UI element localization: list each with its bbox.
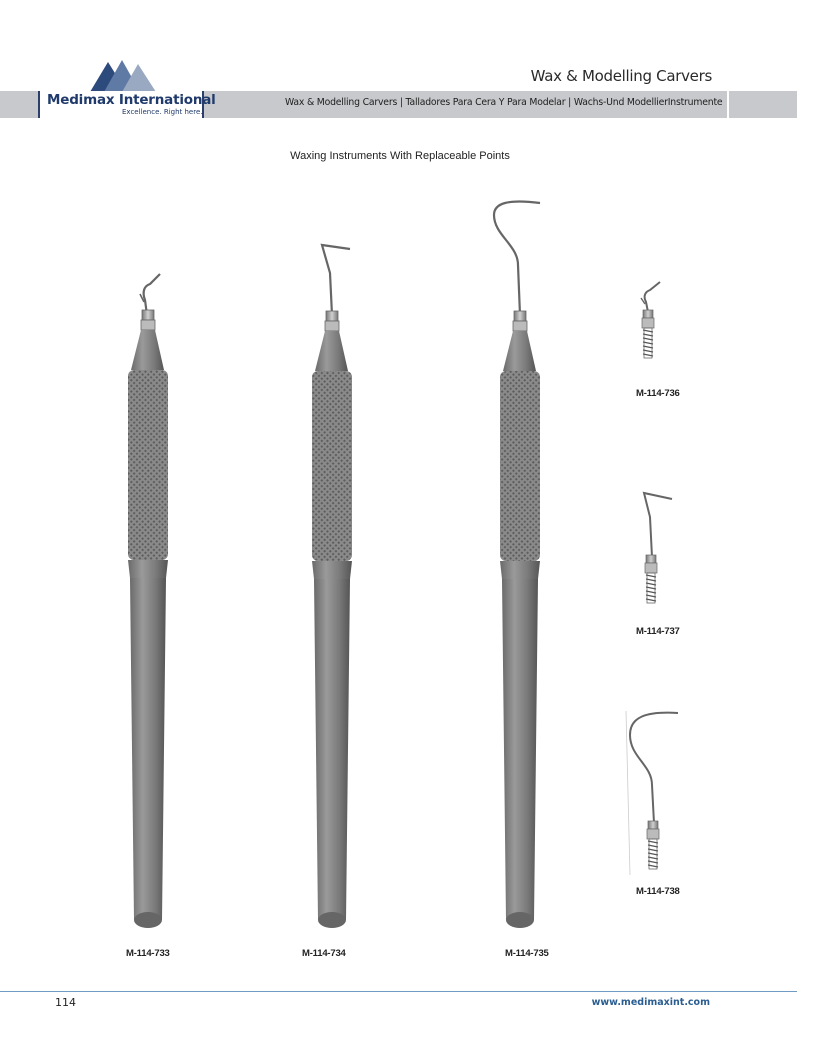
- point-737-code: M-114-737: [636, 626, 680, 637]
- instrument-735-code: M-114-735: [505, 948, 549, 959]
- website-link[interactable]: www.medimaxint.com: [591, 997, 710, 1008]
- brand-name: Medimax International: [47, 92, 216, 108]
- instrument-734-code: M-114-734: [302, 948, 346, 959]
- instrument-733-image: [120, 260, 180, 940]
- brand-logo-icon: [78, 54, 168, 94]
- footer-divider: [0, 991, 797, 992]
- instrument-733-code: M-114-733: [126, 948, 170, 959]
- subtitle-bar: Wax & Modelling Carvers | Talladores Para Cera Y Para Modelar | Wachs-Und ModellierInstrumente: [285, 97, 723, 108]
- point-737-image: [630, 487, 680, 617]
- instrument-735-image: [488, 195, 558, 940]
- header-divider: [727, 91, 729, 118]
- instrument-734-image: [302, 233, 362, 940]
- point-736-code: M-114-736: [636, 388, 680, 399]
- point-736-image: [630, 280, 670, 380]
- page-heading: Waxing Instruments With Replaceable Points: [290, 150, 510, 162]
- point-738-image: [622, 705, 686, 880]
- point-738-code: M-114-738: [636, 886, 680, 897]
- page-number: 114: [55, 996, 76, 1009]
- brand-tagline: Excellence. Right here.: [122, 108, 203, 116]
- section-title: Wax & Modelling Carvers: [530, 67, 712, 85]
